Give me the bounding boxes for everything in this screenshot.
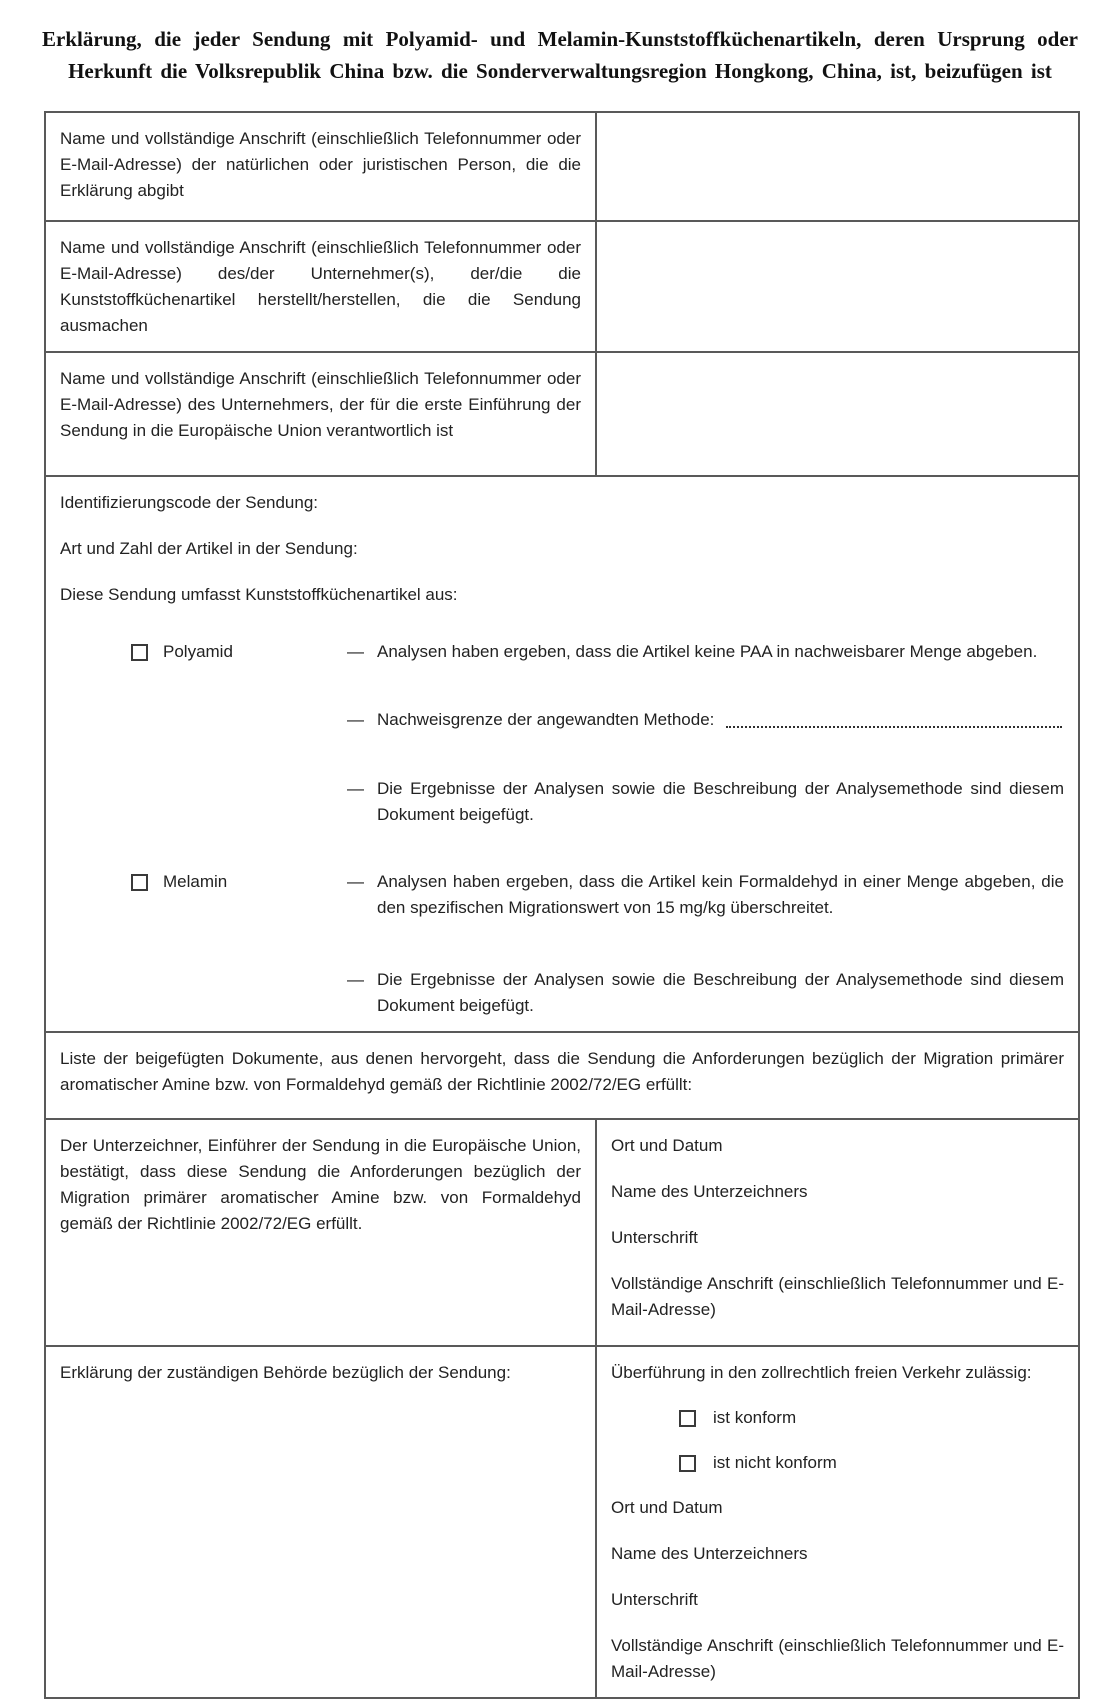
declaration-form-table [44,111,1080,1699]
signatory-name-label: Name des Unterzeichners [611,1182,808,1201]
consignment-contains-label: Diese Sendung umfasst Kunststoffküchenartikel aus: [60,585,458,604]
authority-address-label: Vollständige Anschrift (einschließlich Telefonnummer und E-Mail-Adresse) [611,1636,1064,1681]
dash-marker: — [347,970,364,989]
detection-limit-label: Nachweisgrenze der angewandten Methode: [377,710,715,729]
consignment-id-label: Identifizierungscode der Sendung: [60,493,319,512]
row-signatory [46,1118,1078,1345]
documents-list-label: Liste der beigefügten Dokumente, aus denen hervorgeht, dass die Sendung die Anforderungen bezüglich der Migration primärer aromatischer Amine bzw. von Formaldehyd gemäß der Richtlinie 2002/72/EG erfüllt: [60,1049,1064,1094]
manufacturer-label: Name und vollständige Anschrift (einschließlich Telefonnummer oder E-Mail-Adresse) des/der Unternehmer(s), der/die die Kunststoffküchenartikel herstellt/herstellen, die die Sendung ausmachen [46,222,597,351]
authority-place-date-label: Ort und Datum [611,1498,723,1517]
signatory-signature-label: Unterschrift [611,1228,698,1247]
polyamide-checkbox-label: Polyamid [163,642,233,661]
not-conform-label: ist nicht konform [713,1453,837,1472]
importer-label: Name und vollständige Anschrift (einschließlich Telefonnummer oder E-Mail-Adresse) des Unternehmers, der für die erste Einführung der Sendung in die Europäische Union verantwortlich ist [46,353,597,475]
row-authority [46,1345,1078,1697]
dash-marker: — [347,872,364,891]
polyamide-detection-limit-item [347,707,1064,733]
declarant-entry-field[interactable] [597,113,1078,220]
melamine-finding-item: — Analysen haben ergeben, dass die Artikel kein Formaldehyd in einer Menge abgeben, die den spezifischen Migrationswert von 15 mg/kg überschreitet. [347,869,1064,921]
row-manufacturer [46,220,1078,351]
row-declarant [46,113,1078,220]
polyamide-finding-item: — Analysen haben ergeben, dass die Artikel keine PAA in nachweisbarer Menge abgeben. [347,639,1064,665]
melamine-section [60,869,1064,1019]
polyamide-checkbox[interactable] [131,644,148,661]
dash-marker: — [347,779,364,798]
conform-label: ist konform [713,1408,797,1427]
row-documents-list [46,1031,1078,1118]
authority-signature-label: Unterschrift [611,1590,698,1609]
page-title: Erklärung, die jeder Sendung mit Polyamid- und Melamin-Kunststoffküchenartikeln, deren Ursprung oder Herkunft die Volksrepublik China bzw. die Sonderverwaltungsregion Hongkong, China, ist, beizufügen ist [42,27,1078,83]
authority-release-label: Überführung in den zollrechtlich freien Verkehr zulässig: [611,1363,1032,1382]
signatory-place-date-label: Ort und Datum [611,1136,723,1155]
importer-entry-field[interactable] [597,353,1078,475]
declarant-label: Name und vollständige Anschrift (einschließlich Telefonnummer oder E-Mail-Adresse) der natürlichen oder juristischen Person, die die Erklärung abgibt [46,113,597,220]
detection-limit-fill-line[interactable] [726,707,1062,728]
not-conform-checkbox[interactable] [679,1455,696,1472]
melamine-checkbox-label: Melamin [163,872,228,891]
signatory-statement: Der Unterzeichner, Einführer der Sendung in die Europäische Union, bestätigt, dass diese Sendung die Anforderungen bezüglich der Migration primärer aromatischer Amine bzw. von Formaldehyd gemäß der Richtlinie 2002/72/EG erfüllt. [46,1120,597,1345]
conform-option [679,1405,1064,1431]
authority-statement: Erklärung der zuständigen Behörde bezüglich der Sendung: [46,1347,597,1697]
dash-marker: — [347,710,364,729]
row-consignment [46,475,1078,1031]
signatory-address-label: Vollständige Anschrift (einschließlich Telefonnummer und E-Mail-Adresse) [611,1274,1064,1319]
authority-fields [597,1347,1078,1697]
dash-marker: — [347,642,364,661]
polyamide-results-item: — Die Ergebnisse der Analysen sowie die Beschreibung der Analysemethode sind diesem Dokument beigefügt. [347,776,1064,828]
consignment-articles-label: Art und Zahl der Artikel in der Sendung: [60,539,358,558]
not-conform-option [679,1450,1064,1476]
row-importer [46,351,1078,475]
melamine-results-item: — Die Ergebnisse der Analysen sowie die Beschreibung der Analysemethode sind diesem Dokument beigefügt. [347,967,1064,1019]
polyamide-section [60,639,1064,828]
manufacturer-entry-field[interactable] [597,222,1078,351]
melamine-checkbox[interactable] [131,874,148,891]
authority-name-label: Name des Unterzeichners [611,1544,808,1563]
conform-checkbox[interactable] [679,1410,696,1427]
signatory-fields [597,1120,1078,1345]
